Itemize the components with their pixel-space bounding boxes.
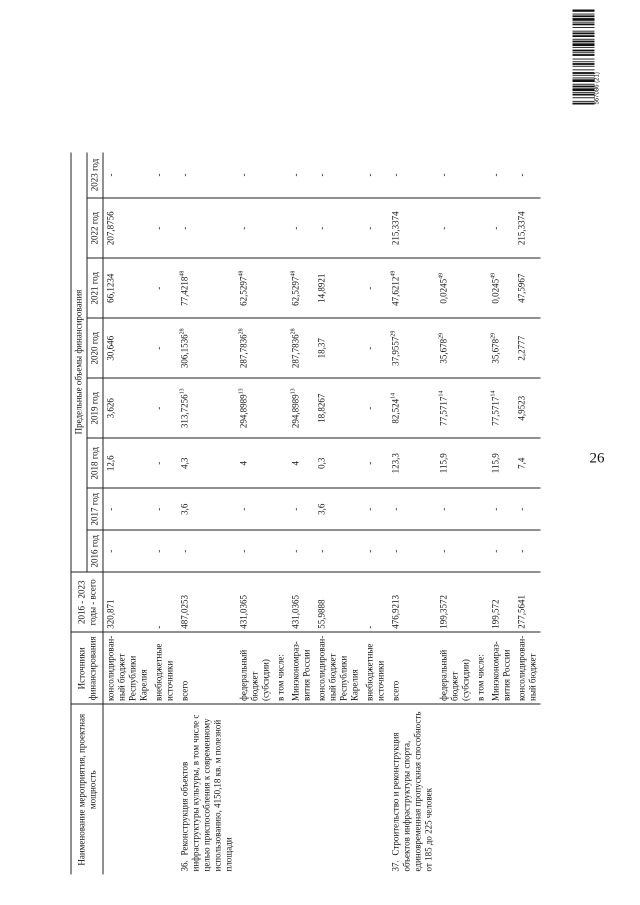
measure-name-cell [362,705,388,875]
funding-source: внебюджетные источники [151,632,177,704]
year-value-text: 0,3 [316,457,326,469]
year-value [273,438,288,488]
funding-source: консолидирован-ный бюджет Республики Карелия [314,632,362,704]
year-value [362,152,388,198]
year-value [473,258,488,318]
year-value-text: 30,646 [105,335,115,361]
year-value-text: 294,8989 [238,394,248,429]
year-value [436,318,473,378]
year-value [151,152,177,198]
year-value [473,488,488,530]
year-value [151,198,177,258]
year-value [436,198,473,258]
table-row [177,152,236,874]
year-value [236,488,273,530]
year-value-text: 14,8921 [316,273,326,303]
year-value-text: - [290,226,300,230]
year-value [488,530,514,572]
year-value [236,152,273,198]
year-value [273,258,288,318]
measure-name-cell [388,705,436,875]
year-value [314,258,362,318]
year-value-text: - [364,406,374,410]
year-value-text: 47,6212 [390,276,400,306]
year-value [177,378,236,438]
year-value-text: - [516,173,526,177]
footnote-ref: 28 [238,328,244,335]
year-value [473,152,488,198]
year-value-text: 77,4218 [179,276,189,306]
measure-name-cell [151,705,177,875]
footnote-ref: 29 [390,330,396,337]
year-value-text: 18,37 [316,338,326,359]
year-value [273,198,288,258]
funding-source: всего [388,632,436,704]
year-value [314,438,362,488]
total-value: 476,9213 [388,572,436,632]
footnote-ref: 14 [490,390,496,397]
year-value [473,318,488,378]
total-value: 431,0365 [236,572,273,632]
year-value [514,318,540,378]
year-value-text: - [179,173,189,177]
year-value [177,488,236,530]
total-value: 199,3572 [436,572,473,632]
measure-name-cell [273,705,288,875]
year-value [103,258,152,318]
table-row [473,152,488,874]
year-value [288,152,314,198]
year-value [177,438,236,488]
year-value-text: 12,6 [105,455,115,472]
year-value-text: 4 [238,461,248,466]
year-value-text: - [364,173,374,177]
year-value [177,198,236,258]
year-value [103,198,152,258]
year-value-text: 3,6 [316,503,326,515]
year-value [273,530,288,572]
year-value-text: 3,626 [105,398,115,419]
total-value: 199,572 [488,572,514,632]
year-value-text: - [153,286,163,290]
year-value-text: 313,7256 [179,394,189,429]
year-value [236,318,273,378]
year-value [436,258,473,318]
year-value [388,438,436,488]
measure-name-cell [177,705,236,875]
year-value [236,378,273,438]
year-value [514,152,540,198]
year-value-text: 62,5297 [238,276,248,306]
year-value [151,438,177,488]
year-value [388,318,436,378]
year-value [514,438,540,488]
year-value [388,530,436,572]
header-name: Наименование мероприятия, проектная мощность [71,705,103,875]
year-value-text: 7,4 [516,457,526,469]
header-year: 2021 год [87,258,103,318]
year-value [288,438,314,488]
year-value [314,198,362,258]
year-value-text: 306,1536 [179,334,189,369]
year-value [362,258,388,318]
year-value-text: 215,3374 [516,211,526,246]
total-value: - [151,572,177,632]
year-value [103,152,152,198]
total-value [273,572,288,632]
year-value-text: 4,3 [179,457,189,469]
footnote-ref: 14 [390,392,396,399]
measure-number: 37. [390,860,400,872]
table-row [103,152,152,874]
year-value-text: - [153,226,163,230]
year-value-text: - [316,173,326,177]
footnote-ref: 48 [179,270,185,277]
year-value-text: - [290,507,300,511]
year-value-text: 123,3 [390,453,400,474]
year-value [362,198,388,258]
year-value [103,438,152,488]
footnote-ref: 13 [238,388,244,395]
financing-table [70,152,540,874]
year-value [514,198,540,258]
year-value [177,530,236,572]
year-value-text: 287,7836 [238,334,248,369]
measure-name: Реконструкция объектов инфраструктуры культуры, в том числе с целью приспособления к современному использованию, 4150,18 кв. м полезной площади [179,714,233,872]
table-row [151,152,177,874]
header-year: 2018 год [87,438,103,488]
year-value [314,488,362,530]
year-value [151,258,177,318]
year-value [473,378,488,438]
year-value-text: 115,9 [438,453,448,474]
total-value: 55,9888 [314,572,362,632]
funding-source: Минэкономраз-вития России [488,632,514,704]
year-value-text: - [179,549,189,553]
footnote-ref: 28 [179,328,185,335]
year-value-text: - [438,173,448,177]
year-value-text: - [105,549,115,553]
year-value-text: - [316,226,326,230]
year-value [177,258,236,318]
year-value [103,378,152,438]
year-value-text: 35,678 [438,338,448,364]
year-value-text: 77,5717 [490,396,500,426]
year-value [388,378,436,438]
footnote-ref: 13 [179,388,185,395]
table-row [388,152,436,874]
year-value-text: - [238,549,248,553]
year-value [488,152,514,198]
year-value [488,488,514,530]
year-value-text: - [238,226,248,230]
year-value-text: - [316,549,326,553]
year-value-text: 35,678 [490,338,500,364]
table-row [288,152,314,874]
total-value: 320,871 [103,572,152,632]
measure-name-cell [436,705,473,875]
funding-source: федеральный бюджет (субсидии) [436,632,473,704]
year-value [273,152,288,198]
year-value [273,318,288,378]
year-value-text: - [390,507,400,511]
year-value [151,488,177,530]
year-value-text: - [105,173,115,177]
year-value [488,258,514,318]
year-value [473,438,488,488]
year-value [236,530,273,572]
year-value [473,198,488,258]
year-value [488,378,514,438]
year-value-text: - [390,549,400,553]
year-value-text: - [290,549,300,553]
year-value [103,530,152,572]
footnote-ref: 28 [290,328,296,335]
header-year: 2023 год [87,152,103,198]
year-value [236,198,273,258]
year-value [314,378,362,438]
funding-source: консолидирован-ный бюджет [514,632,540,704]
footnote-ref: 13 [290,388,296,395]
funding-source: всего [177,632,236,704]
year-value [362,488,388,530]
year-value [288,198,314,258]
year-value-text: - [364,346,374,350]
table-row [436,152,473,874]
funding-source: Минэкономраз-вития России [288,632,314,704]
year-value-text: - [105,507,115,511]
total-value [473,572,488,632]
year-value-text: 3,6 [179,503,189,515]
year-value [488,318,514,378]
year-value-text: 207,8756 [105,211,115,246]
header-year: 2022 год [87,198,103,258]
header-limits: Предельные объемы финансирования [71,152,87,572]
funding-source: в том числе: [273,632,288,704]
year-value-text: 287,7836 [290,334,300,369]
table-row [488,152,514,874]
year-value-text: - [153,173,163,177]
year-value-text: - [364,461,374,465]
year-value-text: - [153,549,163,553]
footnote-ref: 48 [238,270,244,277]
year-value [362,318,388,378]
table-row [362,152,388,874]
year-value-text: - [238,507,248,511]
year-value [314,318,362,378]
year-value-text: - [516,549,526,553]
year-value-text: 62,5297 [290,276,300,306]
year-value [388,198,436,258]
measure-name-cell [103,705,152,875]
year-value [288,258,314,318]
year-value-text: 82,524 [390,398,400,424]
year-value-text: - [438,226,448,230]
year-value-text: - [179,226,189,230]
funding-source: внебюджетные источники [362,632,388,704]
measure-name-cell [514,705,540,875]
funding-source: в том числе: [473,632,488,704]
total-value: 487,0253 [177,572,236,632]
year-value [236,438,273,488]
footnote-ref: 49 [490,272,496,279]
table-row [514,152,540,874]
year-value-text: 294,8989 [290,394,300,429]
footnote-ref: 49 [438,272,444,279]
year-value-text: 37,9557 [390,336,400,366]
year-value [288,488,314,530]
year-value-text: 18,8267 [316,393,326,423]
year-value-text: 115,9 [490,453,500,474]
year-value [236,258,273,318]
year-value-text: - [364,226,374,230]
year-value-text: - [364,549,374,553]
year-value [362,378,388,438]
year-value [288,318,314,378]
measure-name: Строительство и реконструкция объектов инфраструктуры спорта, единовременная пропускная способность от 185 до 225 человек [390,711,433,872]
year-value-text: 0,0245 [438,278,448,304]
year-value [514,378,540,438]
year-value [103,318,152,378]
year-value-text: - [153,461,163,465]
year-value-text: 77,5717 [438,396,448,426]
header-year: 2016 год [87,530,103,572]
year-value [362,530,388,572]
year-value-text: 47,5967 [516,273,526,303]
year-value [151,378,177,438]
year-value-text: - [153,507,163,511]
barcode-code: 567086 (21) [594,72,600,105]
year-value [103,488,152,530]
measure-name-cell [288,705,314,875]
footnote-ref: 48 [290,270,296,277]
footnote-ref: 29 [490,332,496,339]
year-value [514,530,540,572]
year-value-text: - [490,226,500,230]
header-year: 2019 год [87,378,103,438]
year-value [288,530,314,572]
total-value: 431,0365 [288,572,314,632]
year-value-text: 4,9523 [516,395,526,421]
year-value [151,318,177,378]
year-value [436,488,473,530]
year-value [436,152,473,198]
year-value-text: 66,1234 [105,273,115,303]
total-value: - [362,572,388,632]
year-value [388,488,436,530]
funding-source: консолидирован-ный бюджет Республики Карелия [103,632,152,704]
year-value-text: - [438,549,448,553]
table-row [273,152,288,874]
year-value [177,318,236,378]
year-value [436,530,473,572]
year-value [288,378,314,438]
year-value [473,530,488,572]
measure-name-cell [236,705,273,875]
footnote-ref: 14 [438,390,444,397]
year-value-text: 2,2777 [516,335,526,361]
measure-name-cell [488,705,514,875]
table-row [314,152,362,874]
year-value [273,378,288,438]
year-value-text: - [490,549,500,553]
year-value-text: - [364,286,374,290]
year-value [362,438,388,488]
year-value [488,198,514,258]
year-value [314,530,362,572]
footnote-ref: 49 [390,270,396,277]
year-value [388,152,436,198]
total-value: 277,5641 [514,572,540,632]
year-value [314,152,362,198]
header-year: 2020 год [87,318,103,378]
header-year: 2017 год [87,488,103,530]
header-source: Источники финансирования [71,632,103,704]
year-value [388,258,436,318]
year-value [488,438,514,488]
year-value-text: - [290,173,300,177]
year-value-text: 4 [290,461,300,466]
header-total: 2016 - 2023 годы - всего [71,572,103,632]
year-value-text: - [438,507,448,511]
year-value-text: - [364,507,374,511]
measure-number: 36. [179,860,189,872]
year-value-text: - [153,346,163,350]
funding-source: федеральный бюджет (субсидии) [236,632,273,704]
footnote-ref: 29 [438,332,444,339]
year-value-text: - [516,507,526,511]
year-value [151,530,177,572]
year-value [514,488,540,530]
year-value [436,378,473,438]
barcode [572,10,594,105]
measure-name-cell [473,705,488,875]
year-value [436,438,473,488]
year-value [514,258,540,318]
table-row [236,152,273,874]
year-value-text: - [490,507,500,511]
year-value-text: - [390,173,400,177]
year-value-text: - [490,173,500,177]
year-value-text: - [153,406,163,410]
year-value [273,488,288,530]
measure-name-cell [314,705,362,875]
year-value [177,152,236,198]
page-number: 26 [589,450,604,467]
year-value-text: 0,0245 [490,278,500,304]
year-value-text: - [238,173,248,177]
year-value-text: 215,3374 [390,211,400,246]
